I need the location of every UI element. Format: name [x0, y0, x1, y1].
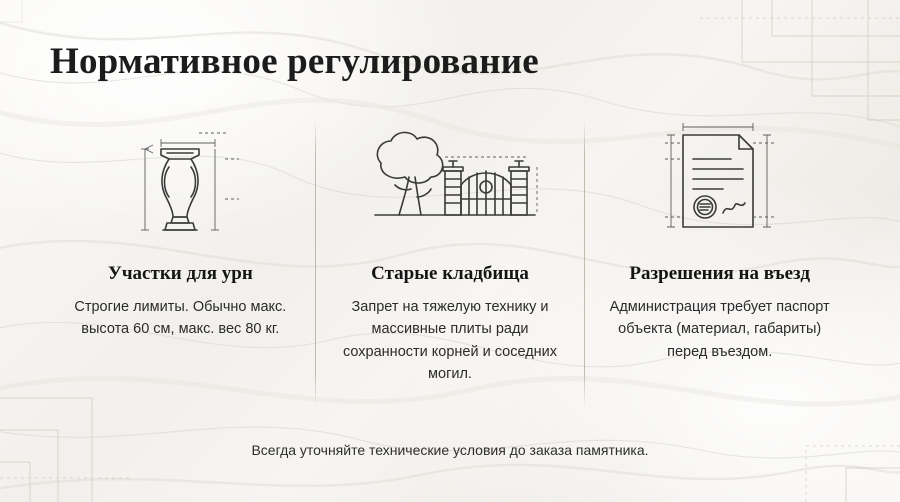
column-text: Запрет на тяжелую технику и массивные плиты ради сохранности корней и соседних могил. — [342, 298, 558, 383]
page-title: Нормативное регулирование — [50, 41, 539, 82]
permit-document-icon — [635, 117, 805, 247]
column-old-cemeteries — [316, 117, 585, 386]
urn-vase-icon — [105, 117, 255, 247]
column-entry-permits — [585, 117, 854, 363]
column-urn — [46, 117, 315, 341]
tree-and-cemetery-gate-icon — [345, 117, 555, 247]
footnote: Всегда уточняйте технические условия до заказа памятника. — [251, 442, 649, 458]
column-text: Строгие лимиты. Обычно макс. высота 60 см, макс. вес 80 кг. — [74, 298, 287, 338]
column-title: Старые кладбища — [371, 262, 529, 284]
column-text: Администрация требует паспорт объекта (материал, габариты) перед въездом. — [609, 298, 830, 360]
column-title: Участки для урн — [107, 262, 253, 284]
columns-container — [46, 117, 854, 442]
column-title: Разрешения на въезд — [629, 262, 810, 284]
